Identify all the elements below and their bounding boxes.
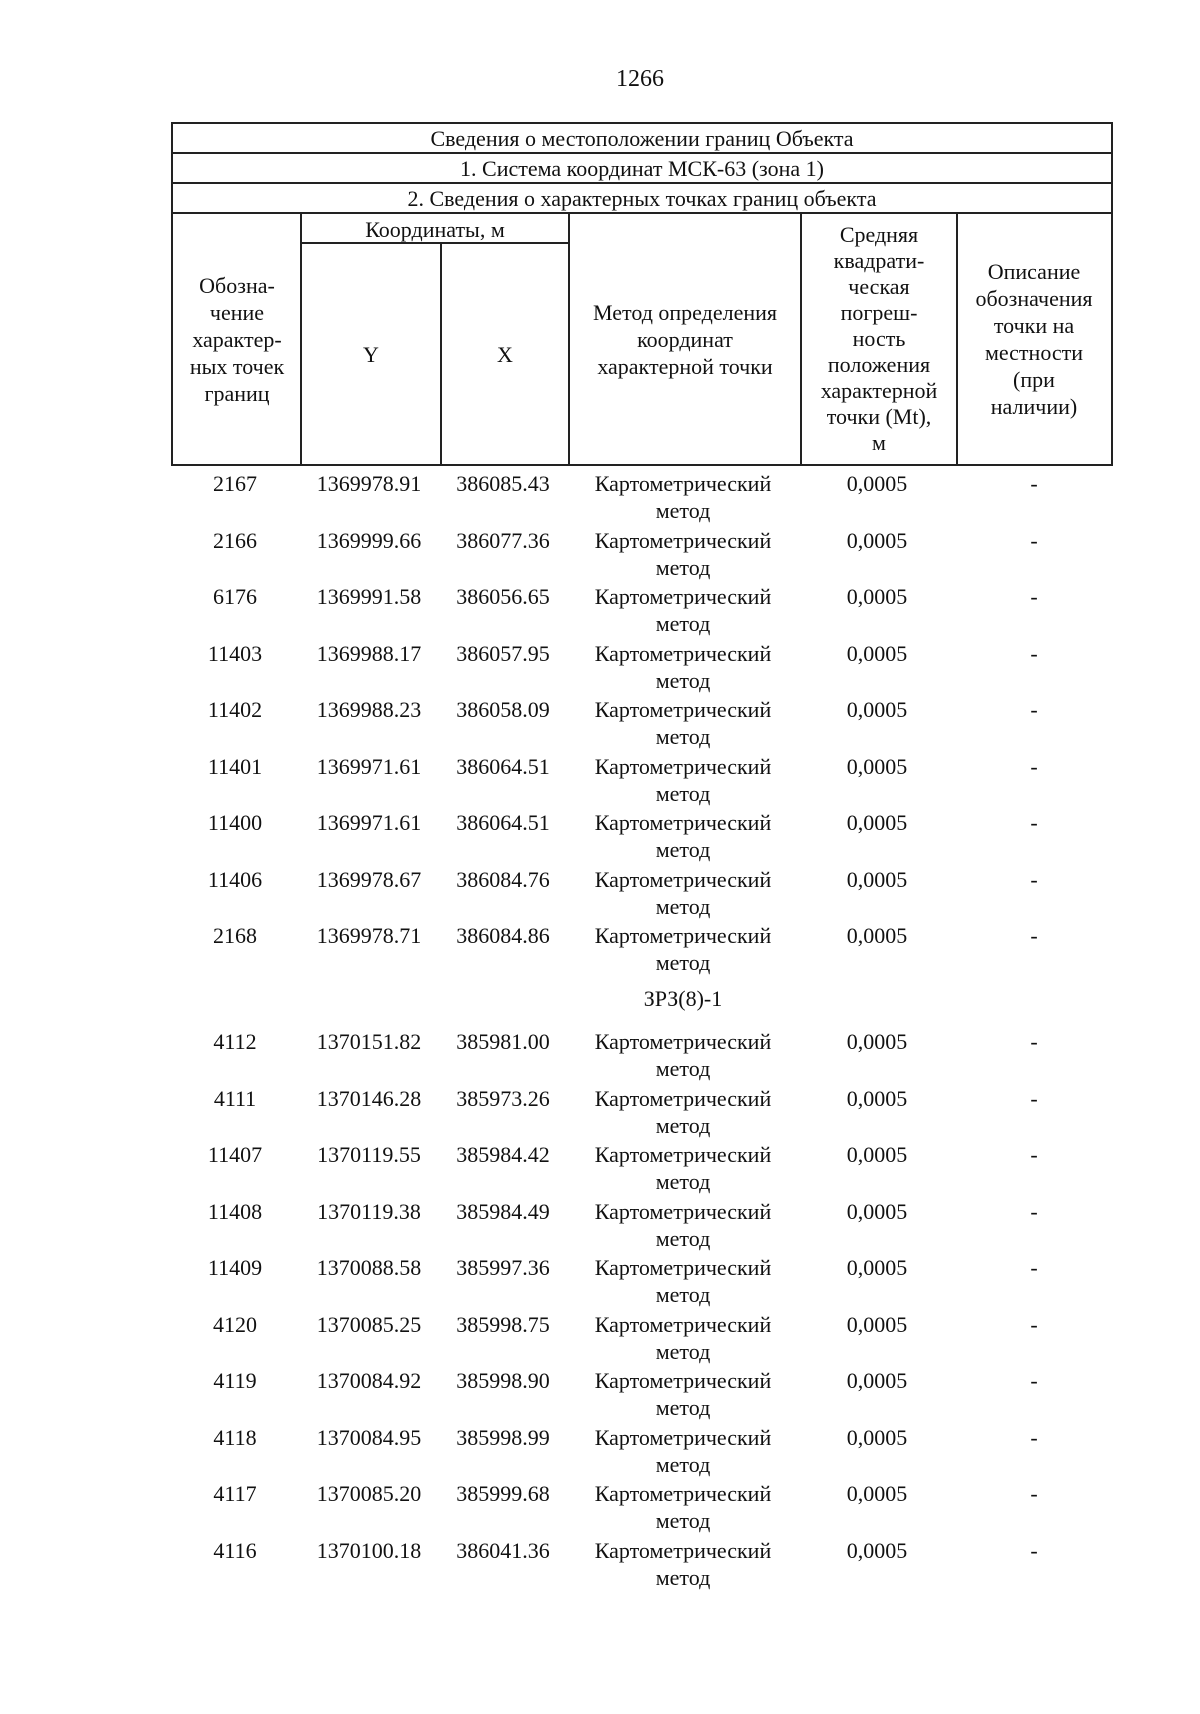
cell-error: 0,0005: [846, 866, 908, 892]
table-row: [171, 1141, 1113, 1198]
cell-coord-x: 386064.51: [456, 753, 550, 779]
cell-point-id: 4120: [213, 1311, 257, 1337]
boundary-table: [171, 122, 1113, 466]
cell-method: Картометрический метод: [594, 923, 772, 975]
table-row: [171, 470, 1113, 527]
cell-description: -: [1030, 1198, 1038, 1224]
header-error: Средняя квадрати- ческая погреш- ность положения характерной точки (Mt), м: [820, 222, 938, 455]
cell-coord-x: 385999.68: [456, 1481, 550, 1506]
table-row: [171, 527, 1113, 584]
cell-coord-x: 386058.09: [456, 697, 550, 722]
cell-coord-y: 1370088.58: [316, 1255, 422, 1280]
header-method: Метод определения координат характерной точки: [592, 299, 778, 379]
cell-coord-y: 1369988.17: [316, 640, 422, 666]
table-row: [171, 1537, 1113, 1594]
cell-point-id: 2168: [213, 923, 257, 948]
cell-error: 0,0005: [846, 1085, 908, 1111]
table-row: [171, 753, 1113, 810]
cell-description: -: [1030, 471, 1038, 496]
cell-coord-x: 385973.26: [456, 1085, 550, 1111]
cell-coord-y: 1369991.58: [316, 584, 422, 609]
cell-coord-x: 385981.00: [456, 1029, 550, 1054]
cell-method: Картометрический метод: [594, 527, 772, 580]
cell-error: 0,0005: [846, 697, 908, 722]
cell-method: Картометрический метод: [594, 1029, 772, 1081]
cell-coord-x: 385998.75: [456, 1311, 550, 1337]
cell-coord-y: 1369971.61: [316, 810, 422, 835]
cell-error: 0,0005: [846, 753, 908, 779]
table-row: [171, 696, 1113, 753]
cell-error: 0,0005: [846, 1424, 908, 1450]
header-divider: [800, 214, 802, 464]
cell-coord-y: 1370151.82: [316, 1029, 422, 1054]
cell-coord-y: 1370146.28: [316, 1085, 422, 1111]
cell-method: Картометрический метод: [594, 471, 772, 523]
cell-coord-x: 386077.36: [456, 527, 550, 553]
table-row: [171, 1311, 1113, 1368]
cell-point-id: 11403: [207, 640, 263, 666]
cell-description: -: [1030, 1311, 1038, 1337]
cell-method: Картометрический метод: [594, 1481, 772, 1533]
header-description: Описание обозначения точки на местности (при наличии): [975, 259, 1093, 419]
cell-coord-y: 1369999.66: [316, 527, 422, 553]
cell-point-id: 11406: [207, 866, 263, 892]
cell-description: -: [1030, 1142, 1038, 1167]
cell-description: -: [1030, 584, 1038, 609]
cell-method: Картометрический метод: [594, 1368, 772, 1420]
header-coordinates: Координаты, м: [365, 216, 505, 242]
cell-description: -: [1030, 923, 1038, 948]
cell-description: -: [1030, 697, 1038, 722]
table-row: [171, 1198, 1113, 1255]
page-number: 1266: [616, 66, 664, 92]
cell-error: 0,0005: [846, 923, 908, 948]
cell-coord-x: 386084.86: [456, 923, 550, 948]
header-divider: [568, 214, 570, 464]
cell-coord-y: 1370084.95: [316, 1424, 422, 1450]
cell-description: -: [1030, 1537, 1038, 1563]
cell-point-id: 11407: [207, 1142, 263, 1167]
table-row: [171, 922, 1113, 979]
cell-point-id: 6176: [213, 584, 257, 609]
cell-method: Картометрический метод: [594, 1085, 772, 1138]
table-row: [171, 1254, 1113, 1311]
cell-error: 0,0005: [846, 1311, 908, 1337]
cell-method: Картометрический метод: [594, 810, 772, 862]
cell-coord-x: 385997.36: [456, 1255, 550, 1280]
cell-coord-x: 386084.76: [456, 866, 550, 892]
cell-error: 0,0005: [846, 640, 908, 666]
cell-description: -: [1030, 640, 1038, 666]
cell-method: Картометрический метод: [594, 1142, 772, 1194]
table-row: [171, 866, 1113, 923]
cell-point-id: 4116: [213, 1537, 257, 1563]
cell-error: 0,0005: [846, 1142, 908, 1167]
cell-method: Картометрический метод: [594, 1311, 772, 1364]
cell-point-id: 4111: [213, 1085, 257, 1111]
cell-method: Картометрический метод: [594, 697, 772, 749]
cell-description: -: [1030, 1368, 1038, 1393]
cell-point-id: 11400: [207, 810, 263, 835]
table-row: [171, 1367, 1113, 1424]
cell-error: 0,0005: [846, 1255, 908, 1280]
cell-description: -: [1030, 753, 1038, 779]
cell-coord-y: 1370119.55: [317, 1142, 421, 1167]
cell-point-id: 4118: [213, 1424, 257, 1450]
cell-coord-x: 385984.49: [456, 1198, 550, 1224]
cell-coord-x: 385998.99: [456, 1424, 550, 1450]
table-row: [171, 1028, 1113, 1085]
cell-coord-y: 1370085.25: [316, 1311, 422, 1337]
cell-coord-y: 1370119.38: [317, 1198, 421, 1224]
header-y: Y: [363, 341, 379, 367]
table-body-part2: [171, 1028, 1113, 1593]
header-divider: [300, 214, 302, 464]
header-designation: Обозна- чение характер- ных точек границ: [189, 272, 285, 406]
table-body-part1: [171, 470, 1113, 979]
cell-error: 0,0005: [846, 1537, 908, 1563]
cell-description: -: [1030, 1029, 1038, 1054]
table-title: Сведения о местоположении границ Объекта: [171, 122, 1113, 152]
cell-coord-y: 1370085.20: [316, 1481, 422, 1506]
cell-coord-y: 1370100.18: [316, 1537, 422, 1563]
table-subtitle-coordinate-system: 1. Система координат МСК-63 (зона 1): [171, 152, 1113, 182]
cell-description: -: [1030, 1481, 1038, 1506]
table-header: [171, 212, 1113, 466]
cell-coord-x: 386057.95: [456, 640, 550, 666]
cell-point-id: 11409: [207, 1255, 263, 1280]
header-divider: [956, 214, 958, 464]
cell-point-id: 4117: [213, 1481, 257, 1506]
cell-point-id: 11402: [207, 697, 263, 722]
cell-coord-y: 1370084.92: [316, 1368, 422, 1393]
table-row: [171, 1424, 1113, 1481]
table-row: [171, 1085, 1113, 1142]
cell-error: 0,0005: [846, 471, 908, 496]
cell-point-id: 4112: [213, 1029, 257, 1054]
cell-point-id: 11408: [207, 1198, 263, 1224]
cell-method: Картометрический метод: [594, 1198, 772, 1251]
cell-coord-y: 1369978.91: [316, 471, 422, 496]
cell-coord-y: 1369971.61: [316, 753, 422, 779]
table-row: [171, 583, 1113, 640]
cell-coord-x: 386064.51: [456, 810, 550, 835]
cell-coord-y: 1369978.71: [316, 923, 422, 948]
cell-error: 0,0005: [846, 584, 908, 609]
cell-method: Картометрический метод: [594, 1255, 772, 1307]
cell-method: Картометрический метод: [594, 753, 772, 806]
cell-method: Картометрический метод: [594, 866, 772, 919]
cell-error: 0,0005: [846, 810, 908, 835]
cell-coord-x: 386056.65: [456, 584, 550, 609]
cell-coord-x: 386085.43: [456, 471, 550, 496]
cell-error: 0,0005: [846, 1481, 908, 1506]
cell-method: Картометрический метод: [594, 1537, 772, 1590]
cell-point-id: 11401: [207, 753, 263, 779]
cell-description: -: [1030, 527, 1038, 553]
cell-point-id: 2166: [213, 527, 257, 553]
cell-description: -: [1030, 866, 1038, 892]
cell-method: Картометрический метод: [594, 584, 772, 636]
cell-error: 0,0005: [846, 1029, 908, 1054]
cell-method: Картометрический метод: [594, 640, 772, 693]
cell-coord-x: 385984.42: [456, 1142, 550, 1167]
cell-description: -: [1030, 1424, 1038, 1450]
cell-error: 0,0005: [846, 1198, 908, 1224]
table-row: [171, 1480, 1113, 1537]
cell-error: 0,0005: [846, 527, 908, 553]
group-title: ЗРЗ(8)-1: [643, 986, 723, 1011]
cell-coord-y: 1369988.23: [316, 697, 422, 722]
cell-point-id: 4119: [213, 1368, 257, 1393]
cell-error: 0,0005: [846, 1368, 908, 1393]
cell-description: -: [1030, 1255, 1038, 1280]
header-divider: [300, 242, 570, 244]
table-row: [171, 809, 1113, 866]
table-subtitle-points: 2. Сведения о характерных точках границ объекта: [171, 182, 1113, 212]
table-row: [171, 640, 1113, 697]
cell-description: -: [1030, 810, 1038, 835]
cell-method: Картометрический метод: [594, 1424, 772, 1477]
cell-coord-x: 386041.36: [456, 1537, 550, 1563]
cell-coord-x: 385998.90: [456, 1368, 550, 1393]
cell-coord-y: 1369978.67: [316, 866, 422, 892]
header-x: X: [497, 341, 513, 367]
header-divider: [440, 244, 442, 464]
cell-point-id: 2167: [213, 471, 257, 496]
cell-description: -: [1030, 1085, 1038, 1111]
